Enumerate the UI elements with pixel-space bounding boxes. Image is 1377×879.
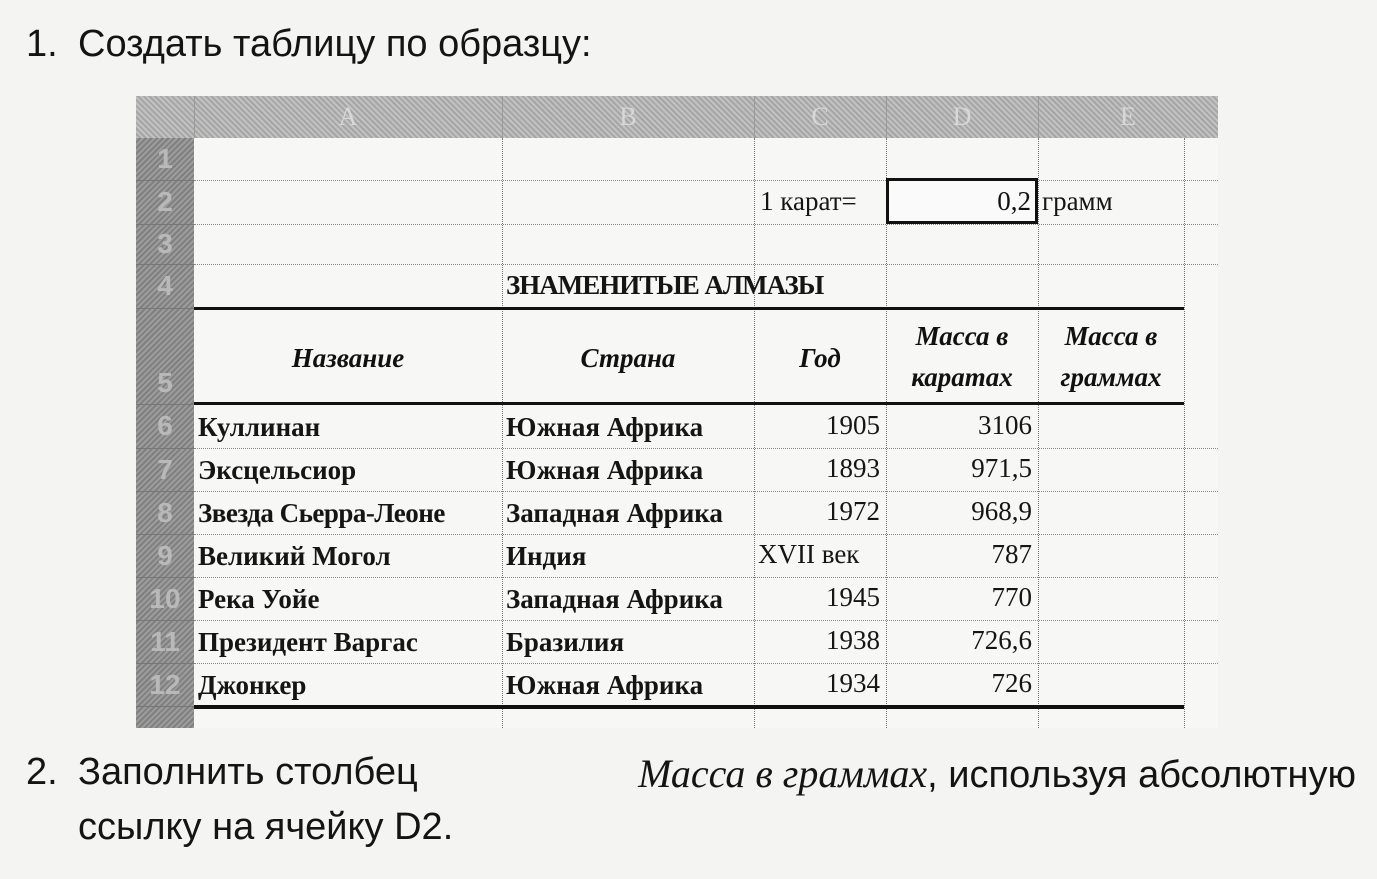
task-1-number: 1. [26, 23, 58, 65]
cell-year[interactable]: 1945 [826, 582, 880, 612]
cell-country[interactable]: Западная Африка [506, 498, 723, 528]
task-2-text-end: , используя абсолютную [927, 754, 1356, 796]
cell-name[interactable]: Звезда Сьерра-Леоне [198, 498, 445, 528]
cell-name[interactable]: Джонкер [198, 670, 307, 700]
cell-mass[interactable]: 726 [991, 668, 1032, 698]
header-year[interactable]: Год [799, 343, 841, 373]
cell-name[interactable]: Эксцельсиор [198, 455, 357, 485]
header-name[interactable]: Название [291, 343, 405, 373]
row-header-12[interactable]: 12 [136, 663, 194, 707]
grid-line [194, 620, 1218, 621]
table-bottom-border [194, 705, 1184, 709]
cell-grid[interactable] [194, 138, 1218, 728]
cell-year[interactable]: 1938 [826, 625, 880, 655]
header-mass-gram-line2: граммах [1060, 361, 1162, 392]
task-1 [26, 24, 592, 66]
header-mass-gram-line1: Масса в [1064, 321, 1158, 351]
cell-country[interactable]: Западная Африка [506, 584, 723, 614]
spreadsheet [136, 96, 1218, 728]
cell-name[interactable]: Река Уойе [198, 584, 320, 614]
table-title[interactable]: ЗНАМЕНИТЫЕ АЛМАЗЫ [506, 270, 824, 300]
cell-country[interactable]: Индия [506, 541, 587, 571]
grid-line [1038, 138, 1039, 728]
table-top-border [194, 307, 1184, 310]
grid-line [194, 224, 1218, 225]
row-header-2[interactable]: 2 [136, 180, 194, 225]
row-header-6[interactable]: 6 [136, 404, 194, 449]
select-all-corner[interactable] [136, 96, 195, 138]
column-header-b[interactable]: B [502, 96, 755, 138]
grid-line [1184, 138, 1185, 728]
cell-mass[interactable]: 787 [991, 539, 1032, 569]
cell-mass[interactable]: 968,9 [971, 496, 1032, 526]
header-mass-carat-line1: Масса в [915, 321, 1009, 351]
grid-line [194, 577, 1218, 578]
row-header-11[interactable]: 11 [136, 620, 194, 664]
header-country[interactable]: Страна [580, 343, 676, 373]
task-2-text-italic: Масса в граммах [638, 751, 928, 796]
task-2-text [78, 752, 1356, 797]
cell-mass[interactable]: 770 [991, 582, 1032, 612]
cell-year[interactable]: 1972 [826, 496, 880, 526]
column-header-c[interactable]: C [754, 96, 887, 138]
cell-year[interactable]: 1893 [826, 453, 880, 483]
cell-country[interactable]: Южная Африка [506, 412, 704, 442]
cell-year[interactable]: XVII век [758, 539, 860, 569]
header-mass-carat-line2: каратах [911, 361, 1013, 392]
cell-e2[interactable]: грамм [1042, 186, 1113, 216]
column-header-bar [136, 96, 1218, 138]
row-header-1[interactable]: 1 [136, 138, 194, 181]
task-2-line-1 [26, 752, 1356, 797]
grid-line [194, 264, 1218, 265]
cell-year[interactable]: 1934 [826, 668, 880, 698]
column-header-d[interactable]: D [886, 96, 1039, 138]
column-header-e[interactable]: E [1120, 102, 1136, 131]
header-bottom-border [194, 402, 1184, 405]
cell-mass[interactable]: 726,6 [971, 625, 1032, 655]
task-1-text: Создать таблицу по образцу: [78, 23, 592, 65]
cell-mass[interactable]: 3106 [978, 410, 1032, 440]
grid-line [194, 663, 1218, 664]
task-2-text-mid [638, 752, 1356, 797]
grid-line [194, 180, 1218, 181]
header-mass-gram[interactable] [1038, 316, 1184, 397]
cell-name[interactable]: Великий Могол [198, 541, 391, 571]
grid-line [194, 491, 1218, 492]
row-header-4[interactable]: 4 [136, 264, 194, 309]
row-header-9[interactable]: 9 [136, 534, 194, 578]
row-header-7[interactable]: 7 [136, 448, 194, 492]
grid-line [194, 534, 1218, 535]
row-header-8[interactable]: 8 [136, 491, 194, 535]
cell-country[interactable]: Южная Африка [506, 455, 704, 485]
cell-year[interactable]: 1905 [826, 410, 880, 440]
task-2 [26, 752, 1356, 849]
task-2-line-2: ссылку на ячейку D2. [78, 805, 454, 848]
cell-mass[interactable]: 971,5 [971, 453, 1032, 483]
cell-country[interactable]: Бразилия [506, 627, 625, 657]
row-header-5[interactable]: 5 [136, 308, 194, 405]
cell-country[interactable]: Южная Африка [506, 670, 704, 700]
row-header-3[interactable]: 3 [136, 224, 194, 265]
row-header-10[interactable]: 10 [136, 577, 194, 621]
grid-line [194, 448, 1218, 449]
grid-line [502, 138, 503, 728]
cell-d2-active[interactable]: 0,2 [886, 178, 1038, 224]
cell-c2[interactable]: 1 карат= [760, 186, 857, 216]
task-2-text-start: Заполнить столбец [78, 751, 418, 793]
header-mass-carat[interactable] [886, 316, 1038, 397]
task-2-number: 2. [26, 751, 58, 793]
column-header-a[interactable]: A [194, 96, 503, 138]
row-header-bar [136, 138, 194, 728]
cell-name[interactable]: Президент Варгас [198, 627, 418, 657]
cell-name[interactable]: Куллинан [198, 412, 321, 442]
